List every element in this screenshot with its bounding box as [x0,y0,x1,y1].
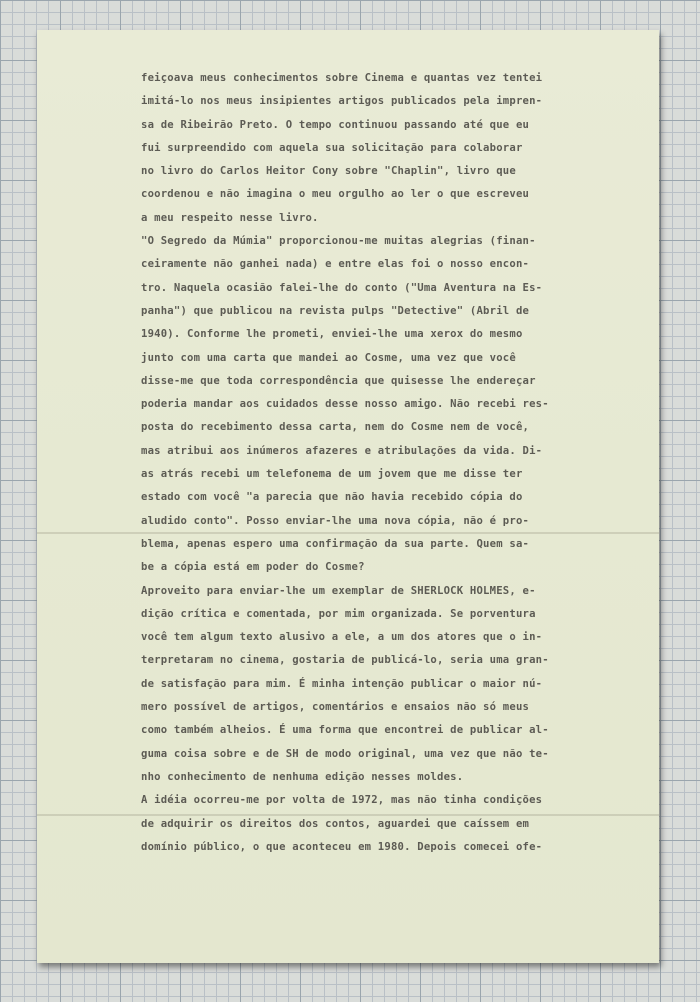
text-line: mero possível de artigos, comentários e ensaios não só meus [141,701,530,714]
text-line: tro. Naquela ocasião falei-lhe do conto ("Uma Aventura na Es- [141,281,543,294]
text-line: be a cópia está em poder do Cosme? [141,561,365,574]
text-line: de satisfação para mim. É minha intenção publicar o maior nú- [141,677,543,690]
text-line: "O Segredo da Múmia" proporcionou-me muitas alegrias (finan- [141,235,536,248]
text-line: a meu respeito nesse livro. [141,211,319,224]
text-line: panha") que publicou na revista pulps "Detective" (Abril de [141,304,530,317]
text-line: de adquirir os direitos dos contos, aguardei que caíssem em [141,817,530,830]
text-line: A idéia ocorreu-me por volta de 1972, mas não tinha condições [141,794,543,807]
text-line: poderia mandar aos cuidados desse nosso amigo. Não recebi res- [141,398,549,411]
text-line: fui surpreendido com aquela sua solicitação para colaborar [141,141,523,154]
text-line: dição crítica e comentada, por mim organizada. Se porventura [141,607,536,620]
text-line: mas atribui aos inúmeros afazeres e atribulações da vida. Di- [141,444,543,457]
text-line: junto com uma carta que mandei ao Cosme, uma vez que você [141,351,516,364]
text-line: posta do recebimento dessa carta, nem do Cosme nem de você, [141,421,530,434]
text-line: as atrás recebi um telefonema de um jovem que me disse ter [141,468,523,481]
text-line: aludido conto". Posso enviar-lhe uma nova cópia, não é pro- [141,514,530,527]
text-line: como também alheios. É uma forma que encontrei de publicar al- [141,724,549,737]
letter-body [141,67,621,859]
text-line: coordenou e não imagina o meu orgulho ao ler o que escreveu [141,188,530,201]
text-line: terpretaram no cinema, gostaria de publicá-lo, seria uma gran- [141,654,549,667]
text-line: blema, apenas espero uma confirmação da sua parte. Quem sa- [141,537,530,550]
text-line: imitá-lo nos meus insipientes artigos publicados pela impren- [141,95,543,108]
text-line: Aproveito para enviar-lhe um exemplar de SHERLOCK HOLMES, e- [141,584,536,597]
text-line: disse-me que toda correspondência que quisesse lhe endereçar [141,374,536,387]
text-line: 1940). Conforme lhe prometi, enviei-lhe uma xerox do mesmo [141,328,523,341]
text-line: domínio público, o que aconteceu em 1980. Depois comecei ofe- [141,840,543,853]
text-line: estado com você "a parecia que não havia recebido cópia do [141,491,523,504]
text-line: nho conhecimento de nenhuma edição nesses moldes. [141,770,464,783]
text-line: guma coisa sobre e de SH de modo original, uma vez que não te- [141,747,549,760]
text-line: feiçoava meus conhecimentos sobre Cinema e quantas vez tentei [141,72,543,84]
text-line: você tem algum texto alusivo a ele, a um dos atores que o in- [141,631,543,644]
text-line: ceiramente não ganhei nada) e entre elas foi o nosso encon- [141,258,530,271]
text-line: sa de Ribeirão Preto. O tempo continuou passando até que eu [141,118,530,131]
text-line: no livro do Carlos Heitor Cony sobre "Chaplin", livro que [141,165,516,178]
